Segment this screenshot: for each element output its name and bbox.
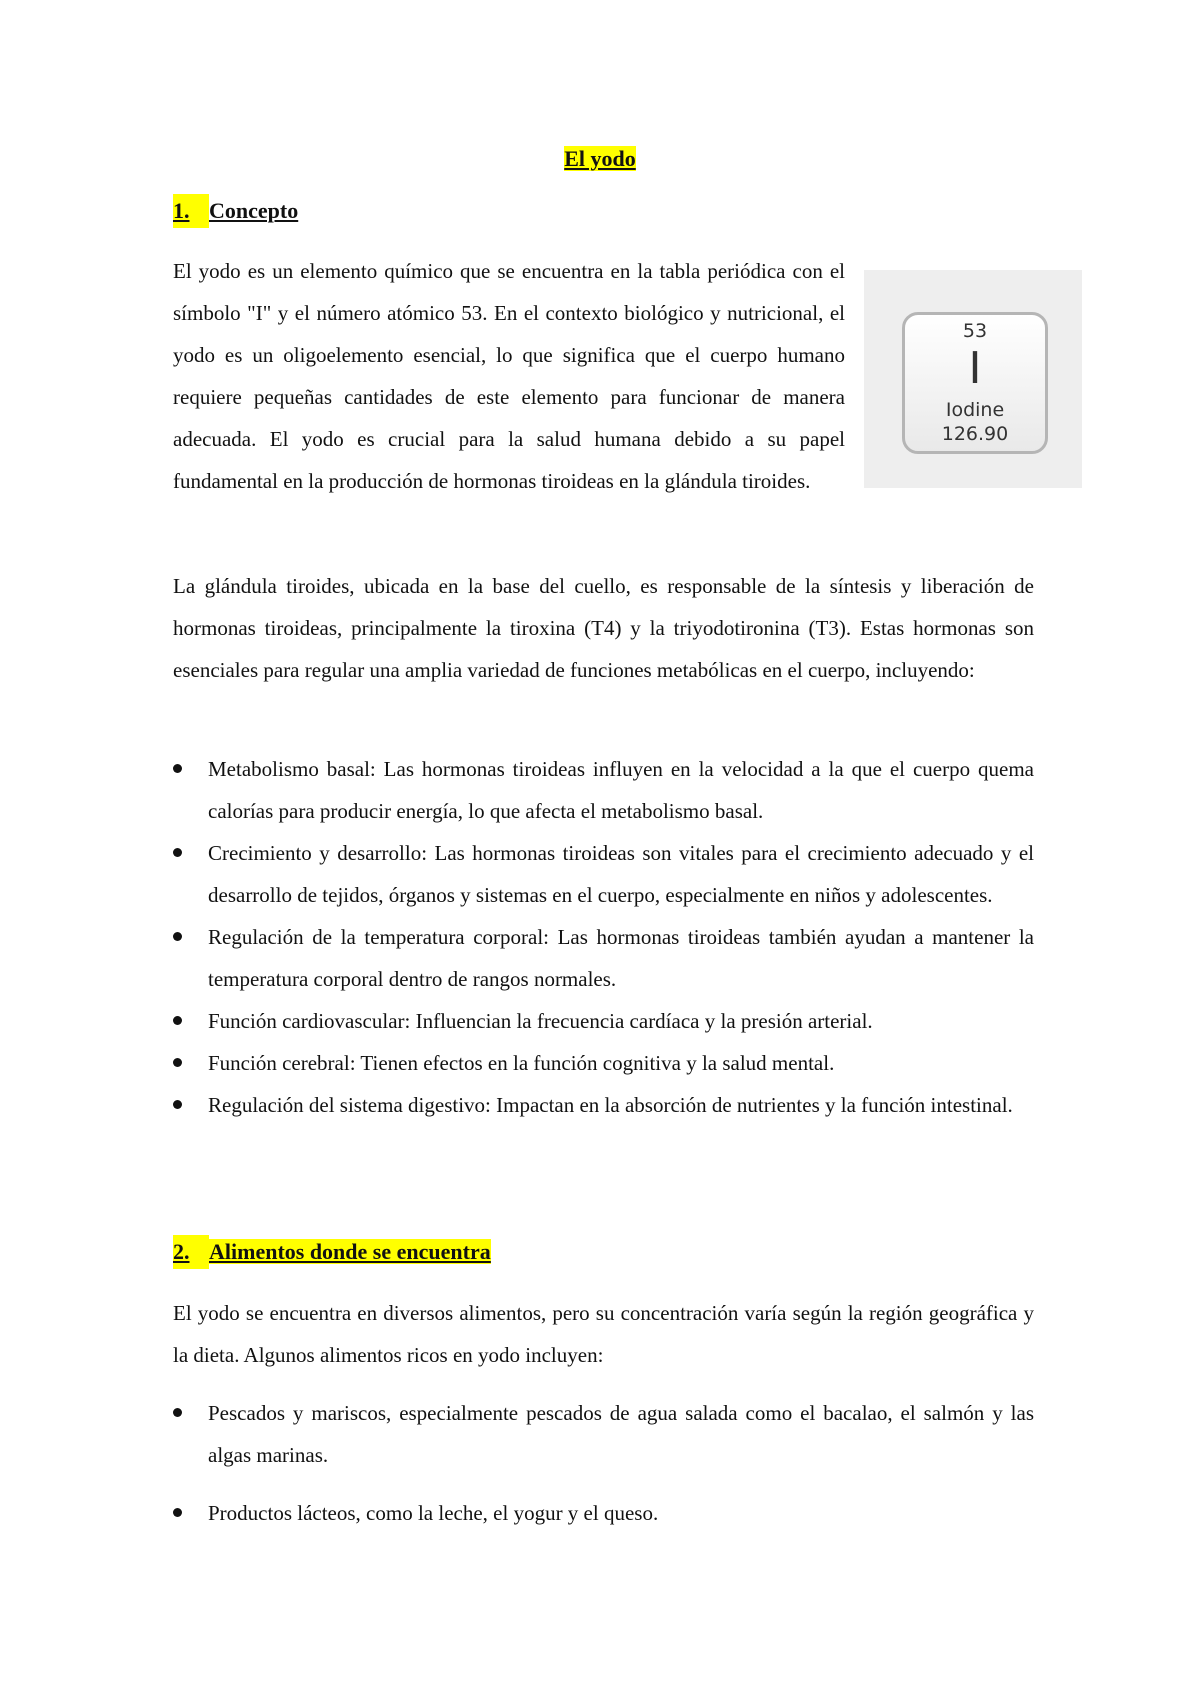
bullet-icon bbox=[173, 1016, 182, 1025]
element-symbol: I bbox=[968, 343, 982, 394]
list-item: Función cardiovascular: Influencian la frecuencia cardíaca y la presión arterial. bbox=[173, 1000, 1034, 1042]
section-1-number: 1. bbox=[173, 194, 209, 228]
bullet-icon bbox=[173, 764, 182, 773]
bullet-icon bbox=[173, 932, 182, 941]
foods-list bbox=[173, 1392, 1034, 1534]
bullet-icon bbox=[173, 848, 182, 857]
foods-paragraph: El yodo se encuentra en diversos alimentos, pero su concentración varía según la región geográfica y la dieta. Algunos alimentos ricos en yodo incluyen: bbox=[173, 1301, 1034, 1367]
section-2-title: 2. Alimentos donde se encuentra bbox=[173, 1239, 491, 1264]
section-2-heading bbox=[173, 1235, 491, 1269]
section-1-title: Concepto bbox=[209, 198, 299, 223]
bullet-icon bbox=[173, 1100, 182, 1109]
bullet-icon bbox=[173, 1408, 182, 1417]
list-item: Crecimiento y desarrollo: Las hormonas tiroideas son vitales para el crecimiento adecuado y el desarrollo de tejidos, órganos y sistemas en el cuerpo, especialmente en niños y adolescentes. bbox=[173, 832, 1034, 916]
list-item: Regulación del sistema digestivo: Impactan en la absorción de nutrientes y la función intestinal. bbox=[173, 1084, 1034, 1126]
atomic-mass: 126.90 bbox=[941, 423, 1009, 445]
bullet-icon bbox=[173, 1058, 182, 1067]
document-title: El yodo bbox=[564, 146, 636, 171]
list-item: Pescados y mariscos, especialmente pescados de agua salada como el bacalao, el salmón y las algas marinas. bbox=[173, 1392, 1034, 1476]
list-item: Metabolismo basal: Las hormonas tiroideas influyen en la velocidad a la que el cuerpo quema calorías para producir energía, lo que afecta el metabolismo basal. bbox=[173, 748, 1034, 832]
thyroid-paragraph: La glándula tiroides, ubicada en la base del cuello, es responsable de la síntesis y liberación de hormonas tiroideas, principalmente la tiroxina (T4) y la triyodotironina (T3). Estas hormonas son esenciales para regular una amplia variedad de funciones metabólicas en el cuerpo, incluyendo: bbox=[173, 574, 1034, 682]
section-1-heading bbox=[173, 194, 298, 228]
list-item: Función cerebral: Tienen efectos en la función cognitiva y la salud mental. bbox=[173, 1042, 1034, 1084]
atomic-number: 53 bbox=[962, 320, 988, 342]
periodic-table-tile bbox=[902, 312, 1048, 454]
thyroid-functions-list bbox=[173, 748, 1034, 1126]
concept-paragraph: El yodo es un elemento químico que se encuentra en la tabla periódica con el símbolo "I" y el número atómico 53. En el contexto biológico y nutricional, el yodo es un oligoelemento esencial, lo que significa que el cuerpo humano requiere pequeñas cantidades de este elemento para funcionar de manera adecuada. El yodo es crucial para la salud humana debido a su papel fundamental en la producción de hormonas tiroideas en la glándula tiroides. bbox=[173, 259, 845, 493]
list-item: Regulación de la temperatura corporal: Las hormonas tiroideas también ayudan a mantener la temperatura corporal dentro de rangos normales. bbox=[173, 916, 1034, 1000]
element-name: Iodine bbox=[945, 399, 1005, 421]
iodine-element-image bbox=[864, 270, 1082, 488]
bullet-icon bbox=[173, 1508, 182, 1517]
list-item: Productos lácteos, como la leche, el yogur y el queso. bbox=[173, 1492, 1034, 1534]
